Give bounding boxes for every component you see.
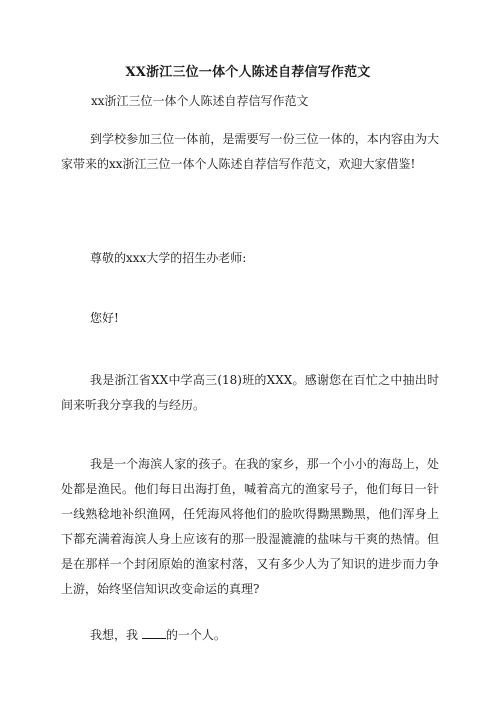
closing-line-end: 的一个人。 (165, 628, 226, 642)
self-introduction-paragraph: 我是浙江省XX中学高三(18)班的XXX。感谢您在百忙之中抽出时间来听我分享我的与经历。 (61, 373, 439, 412)
fill-in-blank (142, 626, 166, 639)
background-paragraph: 我是一个海滨人家的孩子。在我的家乡，那一个小小的海岛上，处处都是渔民。他们每日出海打鱼，喊着高亢的渔家号子，他们每日一针一线熟稔地补织渔网，任凭海风将他们的脸吹得黝黑黝黑，他们浑身上下都充满着海滨人身上应该有的那一股湿漉漉的盐味与干爽的热情。但是在那样一个封闭原始的渔家村落，又有多少人为了知识的进步而力争上游，始终坚信知识改变命运的真理? (61, 457, 439, 596)
document-subtitle: xx浙江三位一体个人陈述自荐信写作范文 (91, 94, 309, 108)
greeting: 您好! (90, 311, 119, 325)
closing-line-start: 我想，我 (90, 628, 139, 642)
closing-line (61, 623, 439, 648)
intro-paragraph: 到学校参加三位一体前，是需要写一份三位一体的，本内容由为大家带来的xx浙江三位一体个人陈述自荐信写作范文，欢迎大家借鉴! (61, 132, 439, 171)
salutation: 尊敬的xxx大学的招生办老师: (90, 251, 247, 265)
document-title: XX浙江三位一体个人陈述自荐信写作范文 (125, 65, 371, 80)
